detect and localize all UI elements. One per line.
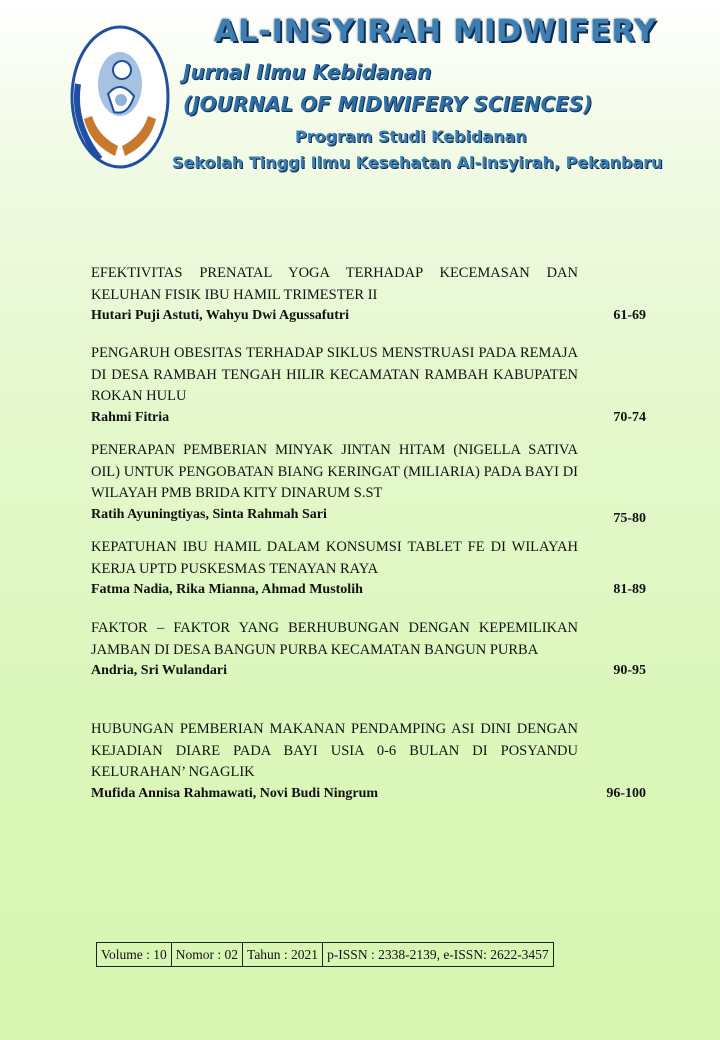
journal-subtitle-english: (JOURNAL OF MIDWIFERY SCIENCES): [183, 92, 593, 116]
toc-entry[interactable]: [91, 537, 646, 600]
article-pages: 75-80: [613, 510, 646, 526]
article-authors: Mufida Annisa Rahmawati, Novi Budi Ningrum: [91, 785, 379, 801]
article-title[interactable]: EFEKTIVITAS PRENATAL YOGA TERHADAP KECEMASAN DAN KELUHAN FISIK IBU HAMIL TRIMESTER II: [91, 265, 578, 303]
toc-entry[interactable]: [91, 343, 646, 428]
volume-cell: Volume : 10: [97, 943, 172, 967]
article-pages: 81-89: [613, 582, 646, 597]
article-pages: 96-100: [606, 785, 646, 801]
year-cell: Tahun : 2021: [243, 943, 323, 967]
toc-entry[interactable]: [91, 719, 646, 804]
article-title[interactable]: KEPATUHAN IBU HAMIL DALAM KONSUMSI TABLET FE DI WILAYAH KERJA UPTD PUSKESMAS TENAYAN RAYA: [91, 539, 578, 577]
article-title[interactable]: HUBUNGAN PEMBERIAN MAKANAN PENDAMPING ASI DINI DENGAN KEJADIAN DIARE PADA BAYI USIA 0-6 BULAN DI POSYANDU KELURAHAN’ NGAGLIK: [91, 721, 578, 780]
issn-cell: p-ISSN : 2338-2139, e-ISSN: 2622-3457: [323, 943, 554, 967]
journal-logo-icon: [70, 24, 170, 170]
article-authors: Andria, Sri Wulandari: [91, 663, 228, 678]
issue-number-cell: Nomor : 02: [171, 943, 242, 967]
article-title[interactable]: PENERAPAN PEMBERIAN MINYAK JINTAN HITAM (NIGELLA SATIVA OIL) UNTUK PENGOBATAN BIANG KERINGAT (MILIARIA) PADA BAYI DI WILAYAH PMB BRIDA KITY DINARUM S.ST: [91, 442, 578, 501]
article-authors: Fatma Nadia, Rika Mianna, Ahmad Mustolih: [91, 582, 363, 597]
article-pages: 70-74: [613, 409, 646, 425]
article-authors: Rahmi Fitria: [91, 409, 170, 425]
journal-title: AL-INSYIRAH MIDWIFERY: [214, 14, 657, 49]
article-title[interactable]: PENGARUH OBESITAS TERHADAP SIKLUS MENSTRUASI PADA REMAJA DI DESA RAMBAH TENGAH HILIR KECAMATAN RAMBAH KABUPATEN ROKAN HULU: [91, 345, 578, 404]
article-authors: Ratih Ayuningtiyas, Sinta Rahmah Sari: [91, 506, 327, 522]
institution-name: Sekolah Tinggi Ilmu Kesehatan Al-Insyirah, Pekanbaru: [172, 153, 663, 172]
journal-subtitle: Jurnal Ilmu Kebidanan: [183, 60, 432, 84]
toc-entry[interactable]: [91, 263, 646, 326]
article-authors: Hutari Puji Astuti, Wahyu Dwi Agussafutri: [91, 308, 350, 323]
toc-entry[interactable]: [91, 440, 646, 525]
study-program: Program Studi Kebidanan: [295, 127, 527, 146]
article-pages: 90-95: [613, 663, 646, 678]
article-title[interactable]: FAKTOR – FAKTOR YANG BERHUBUNGAN DENGAN KEPEMILIKAN JAMBAN DI DESA BANGUN PURBA KECAMATAN BANGUN PURBA: [91, 620, 578, 658]
article-pages: 61-69: [613, 308, 646, 323]
issue-info-table: [96, 942, 554, 967]
toc-entry[interactable]: [91, 618, 646, 681]
